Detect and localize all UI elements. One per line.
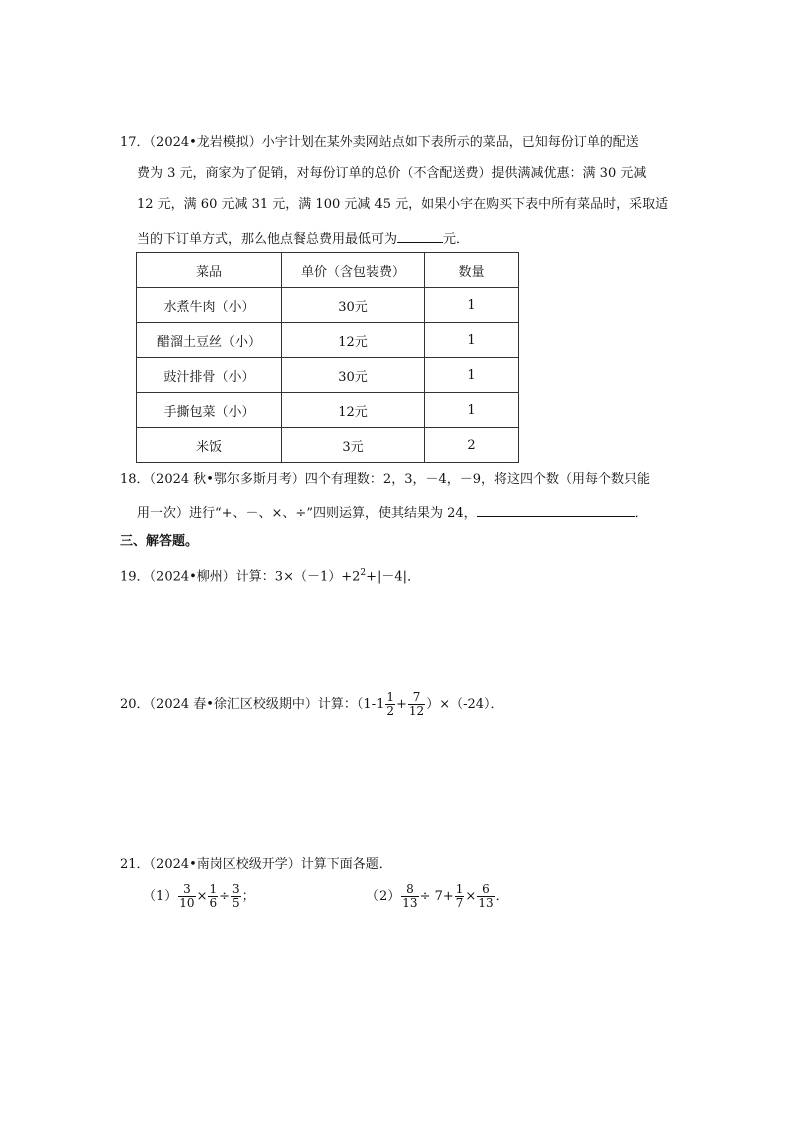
q18-line-2-end: ． — [634, 506, 648, 521]
menu-table — [136, 252, 519, 463]
operator: ÷ — [219, 889, 231, 904]
cell-dish: 豉汁排骨（小） — [137, 358, 282, 393]
q17-line-1: 17．（2024•龙岩模拟）小宇计划在某外卖网站点如下表所示的菜品，已知每份订单的配送 — [120, 135, 639, 150]
part-end: ； — [241, 889, 255, 904]
header-quantity: 数量 — [425, 253, 519, 288]
cell-price: 30元 — [282, 358, 425, 393]
table-row — [137, 288, 519, 323]
fraction — [408, 691, 425, 718]
q21-part-2 — [366, 882, 509, 912]
part-label: （1） — [143, 889, 178, 904]
fraction — [477, 883, 494, 910]
fraction-denominator: 2 — [386, 704, 395, 718]
fraction-denominator: 13 — [478, 896, 494, 910]
cell-quantity: 2 — [425, 428, 519, 463]
cell-price: 12元 — [282, 393, 425, 428]
section-heading: 三、解答题。 — [120, 534, 199, 549]
q21-part-1 — [143, 882, 255, 912]
q18-line-2 — [137, 502, 648, 523]
cell-price: 3元 — [282, 428, 425, 463]
fraction — [455, 883, 465, 910]
header-dish: 菜品 — [137, 253, 282, 288]
fraction — [401, 883, 418, 910]
q21-line-1: 21．（2024•南岗区校级开学）计算下面各题． — [120, 857, 392, 872]
fraction-numerator: 3 — [178, 883, 195, 897]
operator: × — [196, 889, 208, 904]
fraction-numerator: 7 — [408, 691, 425, 705]
header-price: 单价（含包装费） — [282, 253, 425, 288]
plus-sign: + — [396, 697, 407, 712]
fraction-numerator: 1 — [386, 690, 395, 704]
q17-line-4-unit: 元． — [443, 232, 470, 247]
table-row — [137, 358, 519, 393]
fraction-numerator: 8 — [401, 883, 418, 897]
fraction — [385, 691, 395, 718]
cell-dish: 米饭 — [137, 428, 282, 463]
q19-exponent: 2 — [360, 568, 367, 578]
operator: ÷ 7+ — [419, 889, 454, 904]
fraction-denominator: 10 — [179, 896, 195, 910]
q19-line — [120, 564, 420, 586]
table-header-row — [137, 253, 519, 288]
q20-line — [120, 690, 504, 720]
cell-price: 12元 — [282, 323, 425, 358]
q19-suffix: +|－4|． — [366, 569, 421, 585]
q19-prefix: 19．（2024•柳州）计算：3×（－1）+2 — [120, 569, 361, 585]
fraction — [208, 883, 218, 910]
cell-quantity: 1 — [425, 288, 519, 323]
table-row — [137, 323, 519, 358]
fraction-numerator: 6 — [477, 883, 494, 897]
cell-price: 30元 — [282, 288, 425, 323]
cell-dish: 水煮牛肉（小） — [137, 288, 282, 323]
table-row — [137, 393, 519, 428]
part-label: （2） — [366, 889, 401, 904]
operator: × — [465, 889, 477, 904]
fraction — [231, 883, 241, 910]
q17-line-4 — [137, 228, 469, 249]
cell-dish: 手撕包菜（小） — [137, 393, 282, 428]
q17-line-2: 费为 3 元，商家为了促销，对每份订单的总价（不含配送费）提供满减优惠：满 30 元减 — [137, 166, 647, 181]
fraction-numerator: 1 — [455, 882, 464, 896]
fraction-denominator: 12 — [408, 704, 425, 718]
q20-prefix: 20．（2024 春•徐汇区校级期中）计算：（1-1 — [120, 697, 385, 712]
cell-quantity: 1 — [425, 393, 519, 428]
fraction-denominator: 6 — [209, 896, 218, 910]
fraction-numerator: 3 — [232, 882, 240, 896]
q20-suffix: ）×（-24）． — [426, 697, 504, 712]
q18-line-1: 18．（2024 秋•鄂尔多斯月考）四个有理数：2，3，－4，－9，将这四个数（用每个数只能 — [120, 472, 651, 487]
answer-blank[interactable] — [477, 502, 635, 517]
cell-quantity: 1 — [425, 358, 519, 393]
q17-line-3: 12 元，满 60 元减 31 元，满 100 元减 45 元，如果小宇在购买下表中所有菜品时，采取适 — [137, 197, 669, 212]
cell-dish: 醋溜土豆丝（小） — [137, 323, 282, 358]
table-row — [137, 428, 519, 463]
cell-quantity: 1 — [425, 323, 519, 358]
q17-line-4-text: 当的下订单方式，那么他点餐总费用最低可为 — [137, 232, 398, 247]
q18-line-2-text: 用一次）进行“+、－、×、÷”四则运算，使其结果为 24， — [137, 506, 477, 521]
answer-blank[interactable] — [397, 228, 443, 243]
fraction-denominator: 5 — [232, 896, 240, 910]
fraction-numerator: 1 — [209, 882, 218, 896]
fraction-denominator: 13 — [402, 896, 418, 910]
fraction-denominator: 7 — [455, 896, 464, 910]
fraction — [178, 883, 195, 910]
part-end: ． — [495, 889, 509, 904]
